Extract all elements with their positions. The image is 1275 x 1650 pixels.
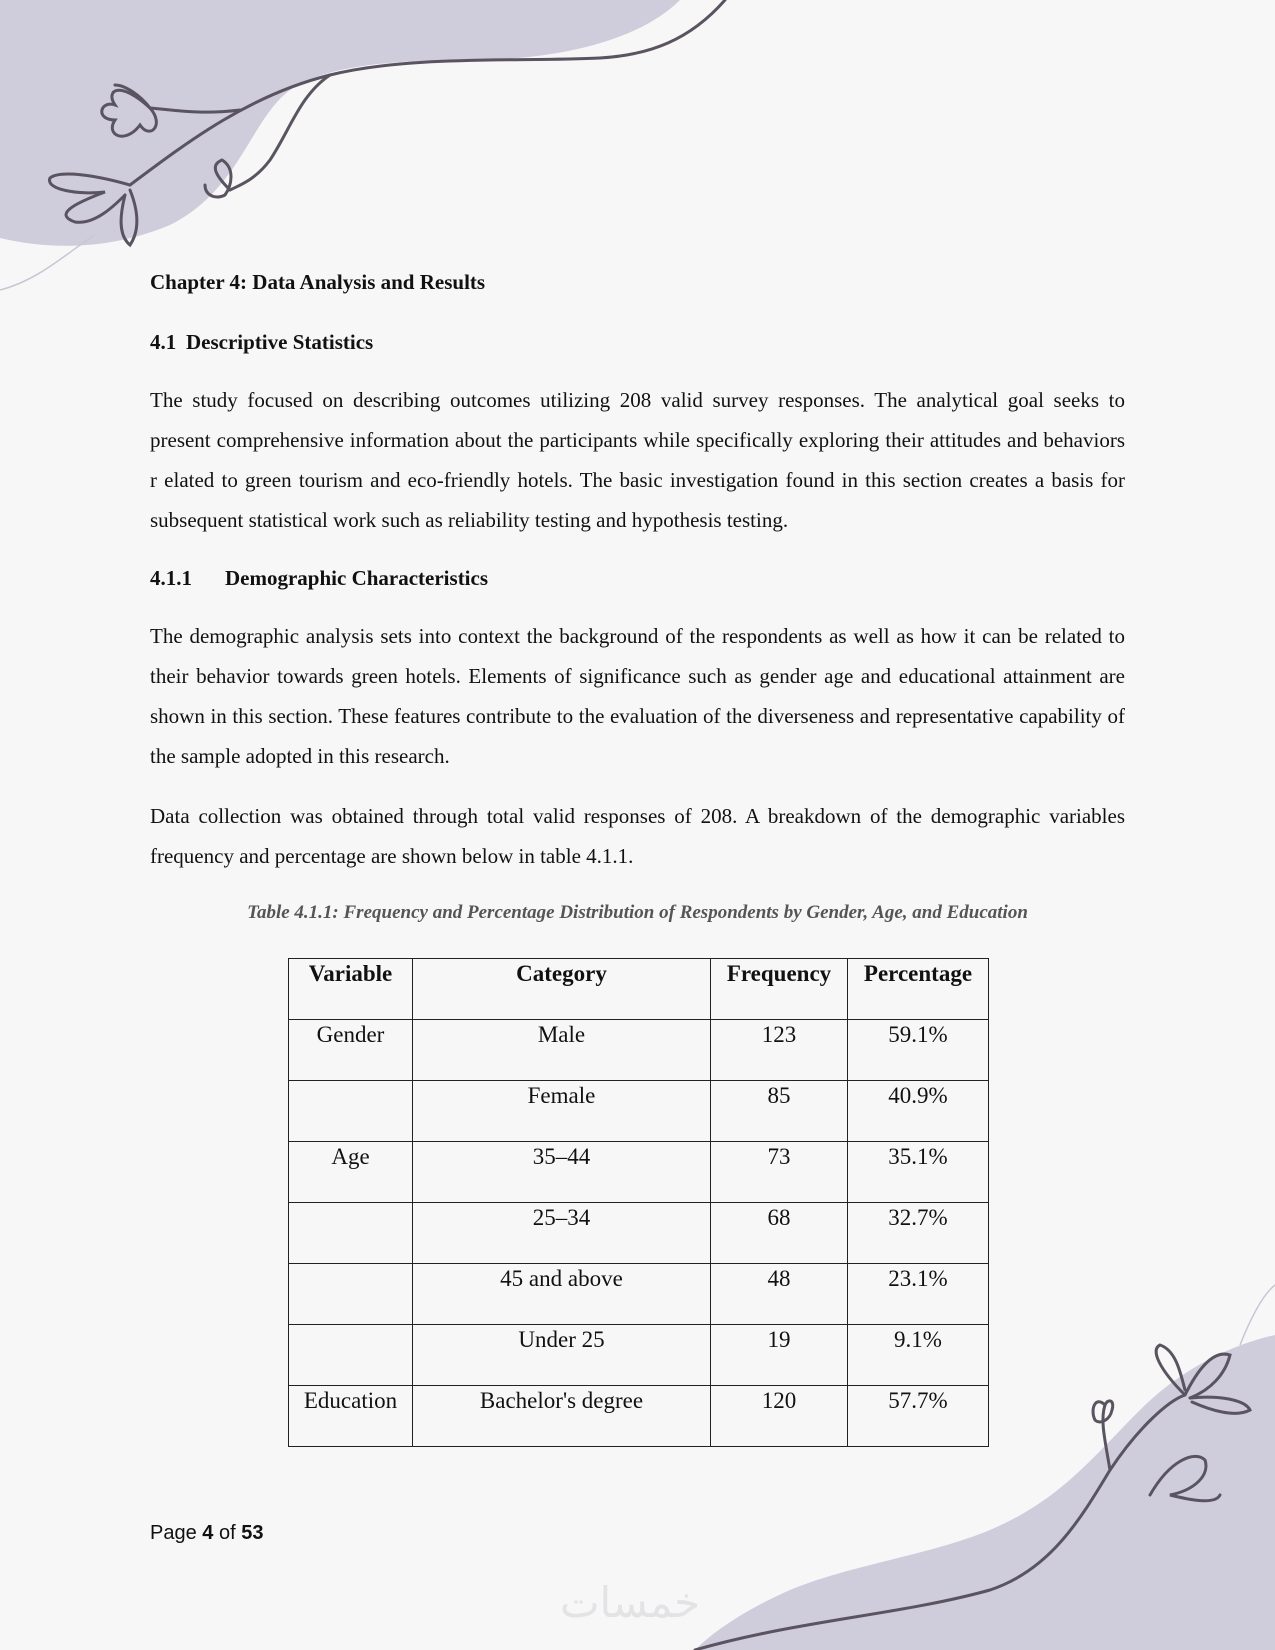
section-heading — [150, 330, 373, 355]
page-number-footer — [150, 1522, 263, 1545]
cell-category: Bachelor's degree — [413, 1386, 711, 1447]
data-collection-paragraph: Data collection was obtained through total valid responses of 208. A breakdown of the demographic variables frequency and percentage are shown below in table 4.1.1. — [150, 804, 1125, 868]
table-row — [289, 1386, 989, 1447]
cell-category: 45 and above — [413, 1264, 711, 1325]
cell-category: Male — [413, 1020, 711, 1081]
table-header-row — [289, 959, 989, 1020]
cell-category: 25–34 — [413, 1203, 711, 1264]
section-title: Descriptive Statistics — [186, 330, 374, 354]
cell-frequency: 48 — [711, 1264, 848, 1325]
table-row — [289, 1264, 989, 1325]
cell-percentage: 23.1% — [848, 1264, 989, 1325]
table-caption: Table 4.1.1: Frequency and Percentage Distribution of Respondents by Gender, Age, and Education — [247, 902, 1028, 923]
cell-percentage: 32.7% — [848, 1203, 989, 1264]
cell-percentage: 35.1% — [848, 1142, 989, 1203]
cell-variable — [289, 1325, 413, 1386]
cell-variable — [289, 1264, 413, 1325]
cell-percentage: 57.7% — [848, 1386, 989, 1447]
intro-paragraph: The study focused on describing outcomes utilizing 208 valid survey responses. The analytical goal seeks to present comprehensive information about the participants while specifically exploring their attitudes and behaviors r elated to green tourism and eco-friendly hotels. The basic investigation found in this section creates a basis for subsequent statistical work such as reliability testing and hypothesis testing. — [150, 388, 1125, 532]
demographic-paragraph: The demographic analysis sets into context the background of the respondents as well as how it can be related to their behavior towards green hotels. Elements of significance such as gender age and educational attainment are shown in this section. These features contribute to the evaluation of the diverseness and representative capability of the sample adopted in this research. — [150, 624, 1125, 768]
subsection-heading — [150, 566, 488, 591]
header-percentage: Percentage — [848, 959, 989, 1020]
table-row — [289, 1203, 989, 1264]
cell-variable: Age — [289, 1142, 413, 1203]
table-row — [289, 1020, 989, 1081]
cell-percentage: 59.1% — [848, 1020, 989, 1081]
subsection-title: Demographic Characteristics — [225, 566, 489, 590]
footer-total-pages: 53 — [241, 1522, 264, 1544]
subsection-number: 4.1.1 — [150, 566, 192, 590]
cell-percentage: 40.9% — [848, 1081, 989, 1142]
header-frequency: Frequency — [711, 959, 848, 1020]
cell-frequency: 123 — [711, 1020, 848, 1081]
cell-category: 35–44 — [413, 1142, 711, 1203]
watermark-logo: خمسات — [560, 1578, 701, 1627]
cell-frequency: 19 — [711, 1325, 848, 1386]
footer-prefix: Page — [150, 1522, 197, 1544]
cell-variable: Education — [289, 1386, 413, 1447]
demographics-table — [288, 958, 989, 1447]
header-category: Category — [413, 959, 711, 1020]
cell-category: Under 25 — [413, 1325, 711, 1386]
cell-category: Female — [413, 1081, 711, 1142]
cell-variable — [289, 1203, 413, 1264]
table-row — [289, 1142, 989, 1203]
cell-frequency: 120 — [711, 1386, 848, 1447]
header-variable: Variable — [289, 959, 413, 1020]
footer-current-page: 4 — [202, 1522, 214, 1544]
cell-variable — [289, 1081, 413, 1142]
footer-of: of — [218, 1522, 236, 1544]
cell-variable: Gender — [289, 1020, 413, 1081]
cell-frequency: 73 — [711, 1142, 848, 1203]
section-number: 4.1 — [150, 330, 177, 354]
chapter-title: Chapter 4: Data Analysis and Results — [150, 270, 486, 294]
table-row — [289, 1081, 989, 1142]
cell-frequency: 68 — [711, 1203, 848, 1264]
cell-frequency: 85 — [711, 1081, 848, 1142]
table-row — [289, 1325, 989, 1386]
cell-percentage: 9.1% — [848, 1325, 989, 1386]
